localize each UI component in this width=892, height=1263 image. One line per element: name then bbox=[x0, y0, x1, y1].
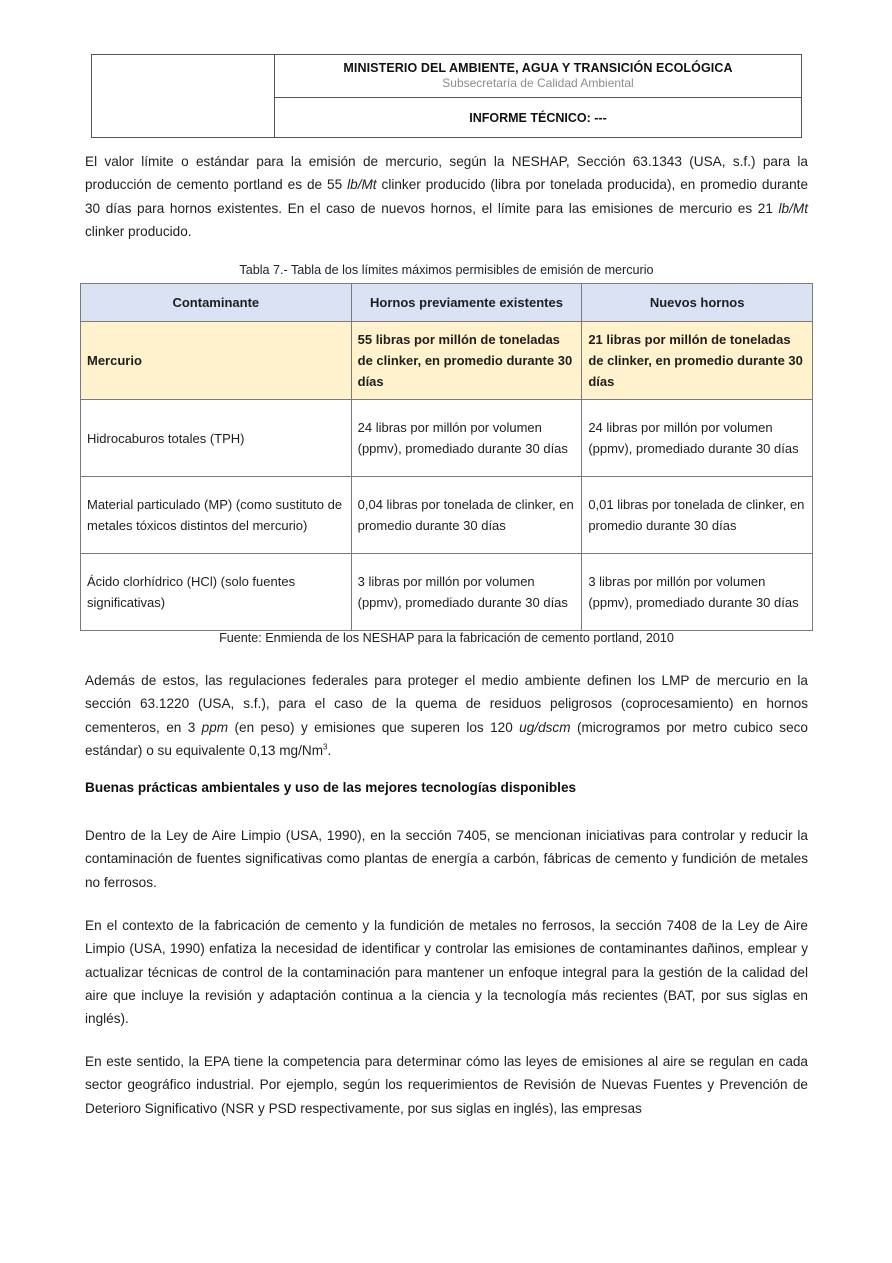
letterhead-info bbox=[275, 55, 801, 137]
header-nuevos: Nuevos hornos bbox=[582, 284, 813, 322]
unit-ug-dscm: ug/dscm bbox=[519, 719, 571, 735]
cell-existentes: 24 libras por millón por volumen (ppmv), promediado durante 30 días bbox=[351, 400, 582, 477]
paragraph-epa: En este sentido, la EPA tiene la competencia para determinar cómo las leyes de emisiones al aire se regulan en cada sector geográfico industrial. Por ejemplo, según los requerimientos de Revisión de Nuevas Fuentes y Prevención de Deterioro Significativo (NSR y PSD respectivamente, por sus siglas en inglés), las empresas bbox=[85, 1054, 808, 1116]
paragraph-clean-air-7408: En el contexto de la fabricación de cemento y la fundición de metales no ferrosos, la sección 7408 de la Ley de Aire Limpio (USA, 1990) enfatiza la necesidad de identificar y controlar las emisiones de contaminantes dañinos, emplear y actualizar técnicas de control de la contaminación para mantener un enfoque integral para la gestión de la calidad del aire que incluye la revisión y adaptación continua a la ciencia y la tecnología más recientes (BAT, por sus siglas en inglés). bbox=[85, 918, 808, 1027]
unit-lb-mt: lb/Mt bbox=[778, 200, 808, 216]
table-header-row bbox=[81, 284, 813, 322]
mercury-limits-table bbox=[80, 283, 813, 631]
cell-nuevos: 24 libras por millón por volumen (ppmv), promediado durante 30 días bbox=[582, 400, 813, 477]
cell-existentes: 3 libras por millón por volumen (ppmv), promediado durante 30 días bbox=[351, 554, 582, 631]
cell-contaminante: Mercurio bbox=[81, 322, 352, 400]
paragraph-neshap-limits bbox=[85, 150, 808, 243]
header-existentes: Hornos previamente existentes bbox=[351, 284, 582, 322]
table-row bbox=[81, 400, 813, 477]
ministry-name: MINISTERIO DEL AMBIENTE, AGUA Y TRANSICIÓN ECOLÓGICA bbox=[343, 61, 733, 75]
text: (en peso) y emisiones que superen los 120 bbox=[228, 719, 520, 735]
cell-existentes: 0,04 libras por tonelada de clinker, en promedio durante 30 días bbox=[351, 477, 582, 554]
table-row bbox=[81, 477, 813, 554]
text: (microgramos por metro cubico seco estándar) o su equivalente 0,13 mg/Nm bbox=[85, 719, 808, 758]
table-caption: Tabla 7.- Tabla de los límites máximos permisibles de emisión de mercurio bbox=[239, 263, 654, 277]
text: clinker producido (libra por tonelada producida), en promedio durante 30 días para hornos existentes. En el caso de nuevos hornos, el límite para las emisiones de mercurio es 21 bbox=[85, 177, 809, 216]
superscript: 3 bbox=[323, 742, 328, 752]
table-row bbox=[81, 554, 813, 631]
cell-nuevos: 3 libras por millón por volumen (ppmv), promediado durante 30 días bbox=[582, 554, 813, 631]
text: El valor límite o estándar para la emisión de mercurio, según la NESHAP, Sección 63.1343 (USA, s.f.) para la producción de cemento portland es de 55 bbox=[85, 154, 808, 193]
cell-existentes: 55 libras por millón de toneladas de clinker, en promedio durante 30 días bbox=[351, 322, 582, 400]
letterhead bbox=[91, 54, 802, 138]
section-heading: Buenas prácticas ambientales y uso de las mejores tecnologías disponibles bbox=[85, 780, 577, 795]
unit-lb-mt: lb/Mt bbox=[347, 177, 377, 193]
text: clinker producido. bbox=[85, 223, 192, 239]
letterhead-top bbox=[275, 55, 801, 98]
table-row bbox=[81, 322, 813, 400]
table-source: Fuente: Enmienda de los NESHAP para la fabricación de cemento portland, 2010 bbox=[219, 631, 674, 645]
unit-ppm: ppm bbox=[201, 719, 229, 735]
report-label: INFORME TÉCNICO: --- bbox=[469, 110, 607, 125]
paragraph-clean-air-7405: Dentro de la Ley de Aire Limpio (USA, 1990), en la sección 7405, se mencionan iniciativas para controlar y reducir la contaminación de fuentes significativas como plantas de energía a carbón, fábricas de cemento y fundición de metales no ferrosos. bbox=[85, 828, 808, 890]
subsecretaria-name: Subsecretaría de Calidad Ambiental bbox=[442, 76, 634, 90]
cell-nuevos: 0,01 libras por tonelada de clinker, en promedio durante 30 días bbox=[582, 477, 813, 554]
cell-contaminante: Ácido clorhídrico (HCl) (solo fuentes significativas) bbox=[81, 554, 352, 631]
text: Además de estos, las regulaciones federales para proteger el medio ambiente definen los LMP de mercurio en la sección 63.1220 (USA, s.f.), para el caso de la quema de residuos peligrosos (coprocesamiento) en hornos cementeros, en 3 bbox=[85, 673, 808, 735]
cell-contaminante: Hidrocaburos totales (TPH) bbox=[81, 400, 352, 477]
cell-contaminante: Material particulado (MP) (como sustituto de metales tóxicos distintos del mercurio) bbox=[81, 477, 352, 554]
logo-placeholder bbox=[92, 55, 275, 137]
cell-nuevos: 21 libras por millón de toneladas de clinker, en promedio durante 30 días bbox=[582, 322, 813, 400]
text: . bbox=[327, 742, 332, 758]
paragraph-federal-regulations bbox=[85, 669, 808, 762]
header-contaminante: Contaminante bbox=[81, 284, 352, 322]
